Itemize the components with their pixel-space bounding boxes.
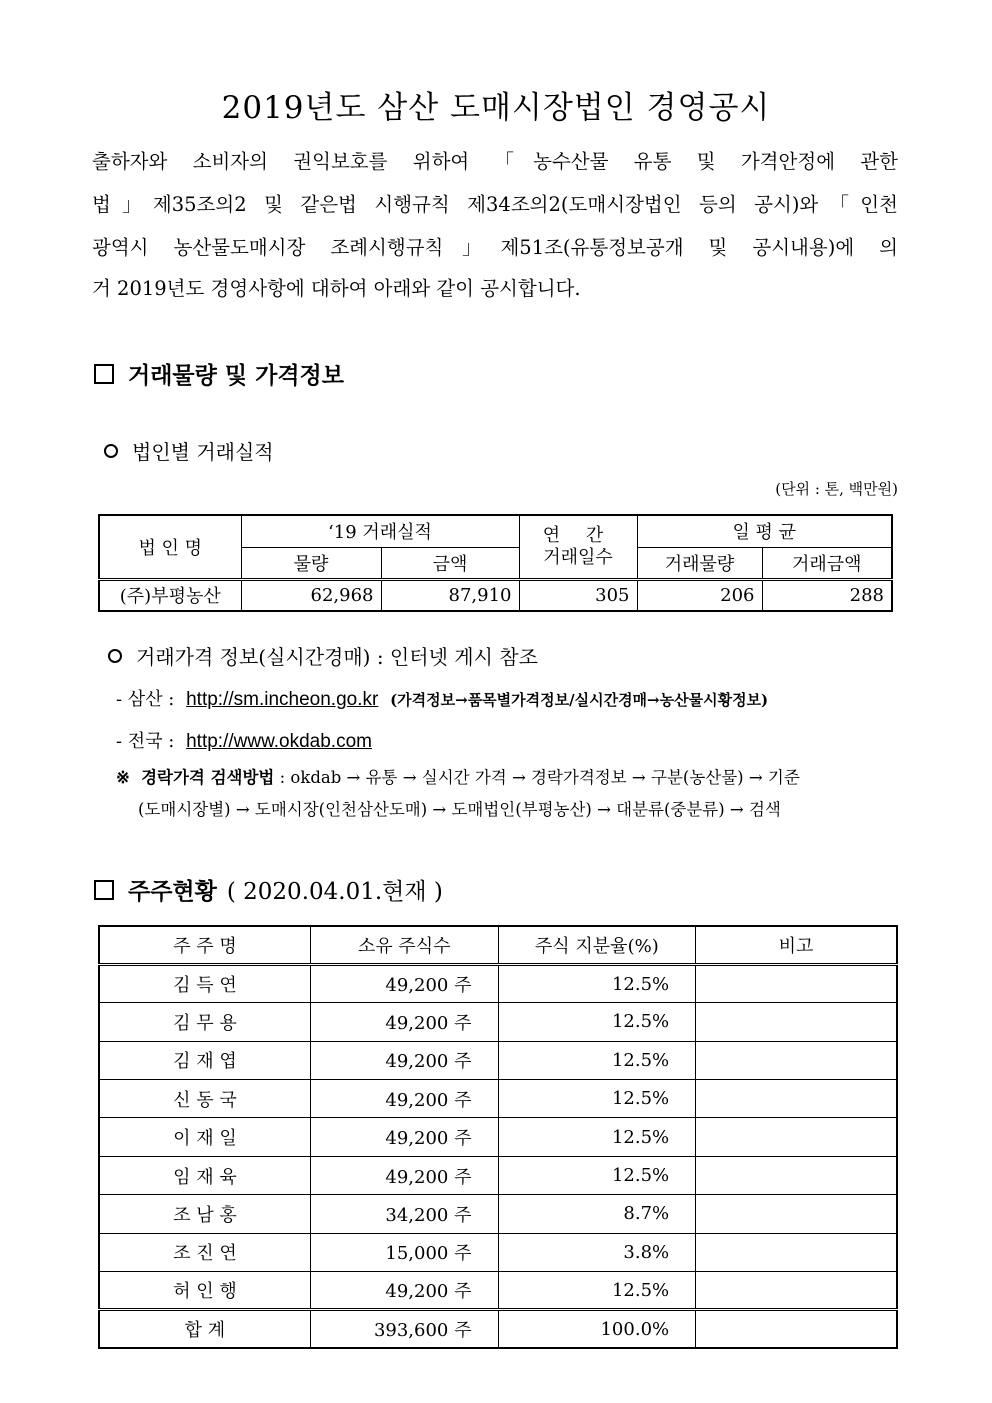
cell-name: 김 득 연 [99,964,310,1002]
cell-daily-amount: 288 [762,579,892,611]
cell-note [696,1310,897,1348]
link-national-prefix: - 전국 : [116,731,175,752]
intro-line-4: 거 2019년도 경영사항에 대하여 아래와 같이 공시합니다. [92,277,581,300]
table-row [99,1118,897,1156]
table-row-total [99,1310,897,1348]
cell-shares: 49,200 주 [310,964,498,1002]
cell-note [696,964,897,1002]
cell-note [696,1003,897,1041]
header-company: 법 인 명 [99,515,241,579]
subsection-price-info-label: 거래가격 정보(실시간경매) : 인터넷 게시 참조 [136,645,538,669]
table-row [99,1080,897,1118]
cell-qty: 62,968 [241,579,381,611]
cell-ratio: 12.5% [498,1118,696,1156]
cell-shares: 49,200 주 [310,1003,498,1041]
intro-line-3: 광역시 농산물도매시장 조례시행규칙」제51조(유통정보공개 및 공시내용)에 의 [92,236,898,259]
cell-shares: 34,200 주 [310,1195,498,1233]
header-amount: 금액 [381,547,519,579]
shareholder-table [98,925,898,1349]
header-days [519,515,637,579]
header-days-line2: 거래일수 [543,546,613,568]
cell-note [696,1272,897,1310]
note-mark: ※ [116,768,130,787]
header-qty: 물량 [241,547,381,579]
cell-ratio: 8.7% [498,1195,696,1233]
table-row [99,1195,897,1233]
cell-note [696,1118,897,1156]
cell-name: 허 인 행 [99,1272,310,1310]
cell-shares: 393,600 주 [310,1310,498,1348]
cell-name: 이 재 일 [99,1118,310,1156]
cell-name: 조 남 홍 [99,1195,310,1233]
section-shareholder-heading [94,873,443,906]
unit-label: (단위 : 톤, 백만원) [775,480,898,498]
note-label: 경락가격 검색방법 [141,768,275,787]
search-method-note [116,762,901,826]
cell-ratio: 12.5% [498,1041,696,1079]
note-line-2: (도매시장별) → 도매시장(인천삼산도매) → 도매법인(부평농산) → 대분류(중분류) → 검색 [138,800,781,819]
section-shareholder-date: ( 2020.04.01.현재 ) [226,879,443,905]
header-days-line1: 연 간 [542,524,614,546]
trade-record-table [98,514,893,612]
cell-name: 임 재 육 [99,1156,310,1194]
cell-note [696,1041,897,1079]
cell-name: 조 진 연 [99,1233,310,1271]
header-daily-qty: 거래물량 [637,547,762,579]
table-row [99,1156,897,1194]
intro-line-1: 출하자와 소비자의 권익보호를 위하여 「농수산물 유통 및 가격안정에 관한 [92,150,898,173]
section-trade-title: 거래물량 및 가격정보 [128,362,344,389]
link-samsan[interactable]: http://sm.incheon.go.kr [186,689,379,710]
circle-bullet-icon [108,649,122,663]
cell-name: 김 재 엽 [99,1041,310,1079]
table-row [99,1233,897,1271]
cell-shares: 49,200 주 [310,1272,498,1310]
cell-daily-qty: 206 [637,579,762,611]
link-row-samsan [116,685,768,711]
cell-shares: 49,200 주 [310,1041,498,1079]
cell-note [696,1233,897,1271]
header-record: ‘19 거래실적 [241,515,519,547]
cell-ratio: 12.5% [498,1156,696,1194]
cell-ratio: 12.5% [498,1003,696,1041]
header-name: 주 주 명 [99,926,310,964]
link-samsan-path: (가격정보→품목별가격정보/실시간경매→농산물시황정보) [390,691,769,709]
checkbox-square-icon [94,880,114,900]
cell-amount: 87,910 [381,579,519,611]
link-national[interactable]: http://www.okdab.com [186,731,372,752]
table-row [99,964,897,1002]
intro-line-2: 법」제35조의2 및 같은법 시행규칙 제34조의2(도매시장법인 등의 공시)와「인천 [92,193,898,216]
cell-name: 신 동 국 [99,1080,310,1118]
subsection-company-record-label: 법인별 거래실적 [132,440,274,464]
cell-note [696,1195,897,1233]
header-daily: 일 평 균 [637,515,892,547]
cell-ratio: 3.8% [498,1233,696,1271]
table-row [99,1041,897,1079]
table-row [99,1272,897,1310]
header-ratio: 주식 지분율(%) [498,926,696,964]
link-samsan-prefix: - 삼산 : [116,689,175,710]
link-row-national [116,727,372,753]
cell-shares: 49,200 주 [310,1080,498,1118]
table-row [99,1003,897,1041]
checkbox-square-icon [94,364,114,384]
note-line-1: : okdab → 유통 → 실시간 가격 → 경락가격정보 → 구분(농산물) → 기준 [279,768,800,787]
cell-ratio: 12.5% [498,964,696,1002]
shareholder-header-row [99,926,897,964]
page-title: 2019년도 삼산 도매시장법인 경영공시 [221,90,771,126]
subsection-price-info [108,641,538,670]
section-trade-heading [94,357,344,390]
header-daily-amount: 거래금액 [762,547,892,579]
cell-shares: 49,200 주 [310,1118,498,1156]
cell-note [696,1156,897,1194]
cell-name: 김 무 용 [99,1003,310,1041]
cell-name: 합 계 [99,1310,310,1348]
cell-days: 305 [519,579,637,611]
cell-ratio: 100.0% [498,1310,696,1348]
subsection-company-record [104,436,274,465]
cell-note [696,1080,897,1118]
header-shares: 소유 주식수 [310,926,498,964]
cell-company: (주)부평농산 [99,579,241,611]
header-note: 비고 [696,926,897,964]
cell-ratio: 12.5% [498,1272,696,1310]
cell-shares: 15,000 주 [310,1233,498,1271]
cell-shares: 49,200 주 [310,1156,498,1194]
section-shareholder-title: 주주현황 [128,878,217,905]
circle-bullet-icon [104,444,118,458]
cell-ratio: 12.5% [498,1080,696,1118]
